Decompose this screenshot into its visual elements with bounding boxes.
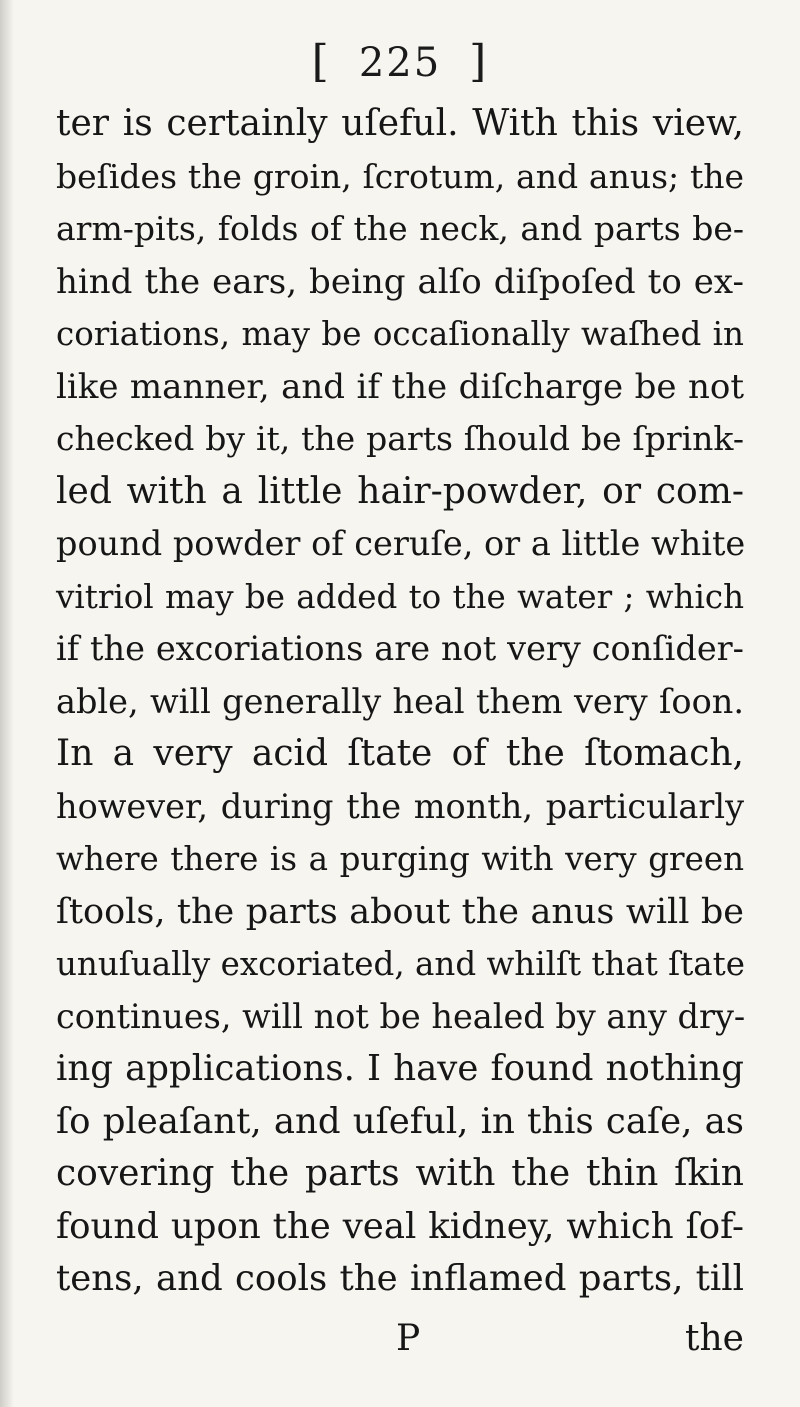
text-line: hind the ears, being alſo diſpoſed to ex- [56, 261, 744, 302]
text-line: pound powder of ceruſe, or a little white [56, 524, 746, 563]
text-line: able, will generally heal them very ſoon. [56, 681, 744, 721]
text-line: coriations, may be occaſionally waſhed in [56, 315, 744, 353]
page-number: 225 [358, 40, 442, 86]
signature-mark: P [396, 1318, 421, 1359]
text-line: checked by it, the parts ſhould be ſprink- [56, 419, 744, 458]
text-line: ſtools, the parts about the anus will be [56, 891, 744, 932]
text-line: continues, will not be healed by any dry- [56, 996, 746, 1036]
text-line: if the excoriations are not very conſider- [56, 629, 744, 668]
page-body-text [56, 98, 744, 1306]
text-line: led with a little hair-powder, or com- [56, 470, 744, 512]
page-footer [56, 1318, 744, 1368]
text-line: vitriol may be added to the water ; which [56, 577, 744, 616]
text-line: however, during the month, particularly [56, 786, 744, 826]
close-bracket: ] [469, 36, 489, 87]
text-line: beſides the groin, ſcrotum, and anus; the [56, 156, 744, 196]
text-line: arm-pits, folds of the neck, and parts be- [56, 209, 744, 248]
page-gutter-shadow [0, 0, 14, 1407]
text-line: covering the parts with the thin ſkin [56, 1153, 744, 1194]
text-line: In a very acid ſtate of the ſtomach, [56, 733, 744, 774]
catchword: the [685, 1318, 744, 1359]
text-line: like manner, and if the diſcharge be not [56, 366, 744, 407]
text-line: unuſually excoriated, and whilſt that ſtate [56, 945, 745, 983]
text-line: where there is a purging with very green [56, 840, 744, 878]
text-line: tens, and cools the inflamed parts, till [56, 1258, 744, 1299]
text-line: ter is certainly uſeful. With this view, [56, 103, 744, 144]
open-bracket: [ [311, 36, 331, 87]
text-line: found upon the veal kidney, which ſof- [56, 1205, 744, 1247]
page-header [0, 36, 800, 87]
text-line: ſo pleaſant, and uſeful, in this caſe, as [56, 1100, 744, 1142]
text-line: ing applications. I have found nothing [56, 1048, 744, 1089]
